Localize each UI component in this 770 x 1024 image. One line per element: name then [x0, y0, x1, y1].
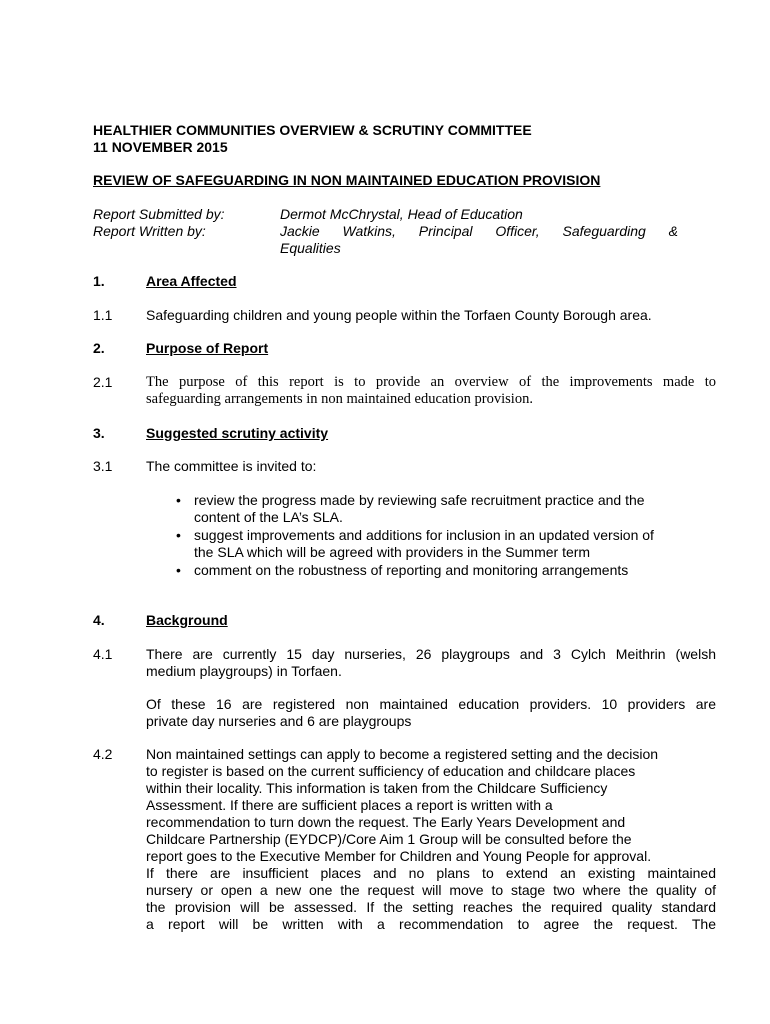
report-header [93, 122, 532, 156]
written-by-label: Report Written by: [93, 223, 206, 239]
meeting-date: 11 NOVEMBER 2015 [93, 139, 228, 155]
para-4-2-number: 4.2 [93, 746, 113, 762]
para-3-1-text: The committee is invited to: [146, 458, 317, 474]
activity-bullet-list [172, 492, 717, 580]
written-by-line-1: Jackie Watkins, Principal Officer, Safeguarding & [280, 223, 678, 239]
para-2-1-number: 2.1 [93, 374, 113, 390]
submitted-by-label: Report Submitted by: [93, 206, 225, 222]
written-by-line-2: Equalities [280, 240, 341, 256]
para-2-1-line-1: The purpose of this report is to provide an overview of the improvements made to [146, 374, 716, 390]
section-3-number: 3. [93, 425, 105, 441]
bullet-icon: • [176, 527, 181, 543]
list-item: • review the progress made by reviewing safe recruitment practice and the content of the LA’s SLA. [176, 492, 645, 525]
list-item: • suggest improvements and additions for inclusion in an updated version of the SLA which will be agreed with providers in the Summer term [176, 527, 654, 560]
para-3-1-number: 3.1 [93, 458, 113, 474]
para-4-2-text: Non maintained settings can apply to become a registered setting and the decision to register is based on the current sufficiency of education and childcare places within their locality. This information is taken from the Childcare Sufficiency Assessment. If there are sufficient places a report is written with a recommendation to turn down the request. The Early Years Development and Childcare Partnership (EYDCP)/Core Aim 1 Group will be consulted before the report goes to the Executive Member for Children and Young People for approval. If there are insufficient places and no plans to extend an existing maintained nursery or open a new one the request will move to stage two where the quality of the provision will be assessed. If the setting reaches the required quality standard a report will be written with a recommendation to agree the request. The [146, 746, 716, 932]
section-2-heading: Purpose of Report [146, 340, 269, 356]
section-1-heading: Area Affected [146, 273, 237, 289]
para-4-1-text-a: There are currently 15 day nurseries, 26 playgroups and 3 Cylch Meithrin (welsh medium playgroups) in Torfaen. [146, 646, 716, 679]
report-title: REVIEW OF SAFEGUARDING IN NON MAINTAINED EDUCATION PROVISION [93, 172, 601, 188]
section-4-heading: Background [146, 612, 228, 628]
bullet-icon: • [176, 492, 181, 508]
bullet-icon: • [176, 562, 181, 578]
list-item: • comment on the robustness of reporting and monitoring arrangements [176, 562, 629, 578]
section-4-number: 4. [93, 612, 105, 628]
section-2-number: 2. [93, 340, 105, 356]
committee-name: HEALTHIER COMMUNITIES OVERVIEW & SCRUTINY COMMITTEE [93, 122, 532, 138]
para-2-1-line-2: safeguarding arrangements in non maintained education provision. [146, 391, 533, 407]
para-1-1-number: 1.1 [93, 307, 113, 323]
para-1-1-text: Safeguarding children and young people within the Torfaen County Borough area. [146, 307, 652, 323]
para-4-1-text-b: Of these 16 are registered non maintained education providers. 10 providers are private day nurseries and 6 are playgroups [146, 696, 716, 729]
para-2-1-text [146, 374, 716, 408]
para-4-1-number: 4.1 [93, 646, 113, 662]
written-by-value [280, 223, 678, 257]
section-3-heading: Suggested scrutiny activity [146, 425, 329, 441]
submitted-by-value: Dermot McChrystal, Head of Education [280, 206, 523, 222]
section-1-number: 1. [93, 273, 105, 289]
